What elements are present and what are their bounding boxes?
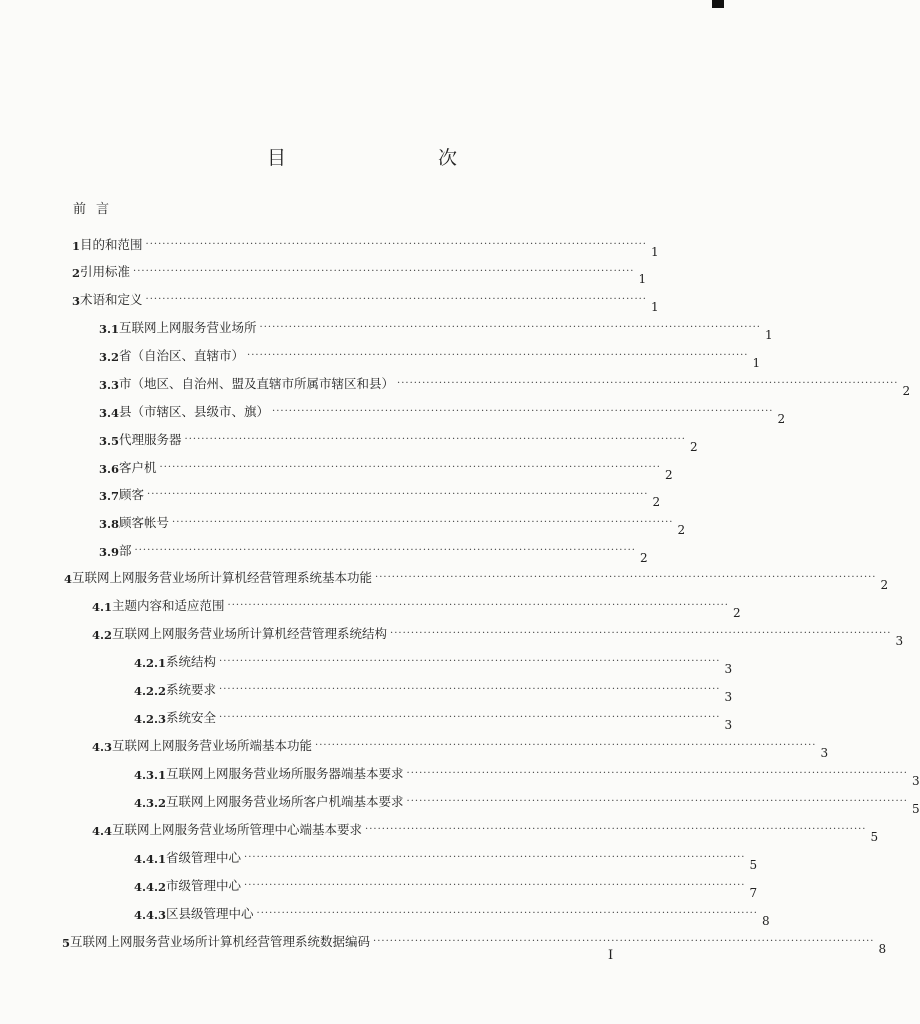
toc-entry-page: 2 (777, 412, 786, 426)
toc-entry (99, 539, 648, 565)
toc-entry-page: 3 (820, 746, 829, 760)
toc-entry-label: 省级管理中心 (166, 850, 242, 865)
toc-entry (92, 622, 904, 648)
toc-entry (92, 734, 829, 760)
toc-entry-number: 4.2 (92, 628, 113, 642)
toc-leader-dots: ························································································································ (227, 600, 729, 611)
toc-entry-label: 顾客 (119, 487, 145, 502)
toc-entry-page: 3 (724, 718, 733, 732)
toc-entry-page: 2 (639, 551, 648, 565)
toc-entry-number: 3.2 (99, 350, 120, 364)
toc-entry-page: 5 (749, 858, 758, 872)
toc-entry-page: 2 (732, 606, 741, 620)
toc-entry-label: 互联网上网服务营业场所 (119, 320, 257, 335)
toc-entry-label: 互联网上网服务营业场所服务器端基本要求 (166, 766, 404, 781)
toc-leader-dots: ························································································································ (219, 684, 721, 695)
toc-leader-dots: ························································································································ (219, 656, 721, 667)
toc-entry (134, 678, 733, 704)
toc-entry (99, 428, 698, 454)
toc-leader-dots: ························································································································ (256, 908, 758, 919)
toc-entry-page: 2 (664, 468, 673, 482)
toc-leader-dots: ························································································································ (145, 294, 647, 305)
toc-entry (99, 400, 786, 426)
toc-entry-number: 4.4.3 (134, 908, 167, 922)
toc-entry-page: 5 (870, 830, 879, 844)
toc-entry-number: 3.5 (99, 434, 120, 448)
toc-entry-page: 7 (749, 886, 758, 900)
toc-entry-page: 1 (638, 272, 647, 286)
toc-entry (64, 566, 889, 592)
toc-entry-page: 5 (911, 802, 920, 816)
page-number: I (608, 948, 614, 963)
toc-entry (62, 930, 887, 956)
toc-entry-number: 1 (72, 239, 81, 253)
toc-entry-page: 2 (652, 495, 661, 509)
toc-entry-number: 4.4.1 (134, 852, 167, 866)
toc-entry-number: 3.3 (99, 378, 120, 392)
toc-entry-page: 2 (902, 384, 911, 398)
toc-entry-page: 2 (689, 440, 698, 454)
toc-entry-page: 3 (911, 774, 920, 788)
toc-entry (134, 762, 920, 788)
toc-entry-number: 4.3 (92, 740, 113, 754)
toc-entry-page: 8 (878, 942, 887, 956)
toc-entry-page: 2 (677, 523, 686, 537)
toc-entry-label: 引用标准 (80, 264, 131, 279)
toc-entry-number: 4 (64, 572, 73, 586)
toc-leader-dots: ························································································································ (365, 824, 867, 835)
toc-entry-label: 省（自治区、直辖市） (119, 348, 245, 363)
toc-entry-number: 3.6 (99, 462, 120, 476)
toc-entry-label: 系统安全 (166, 710, 217, 725)
toc-entry-label: 代理服务器 (119, 432, 182, 447)
toc-leader-dots: ························································································································ (172, 517, 674, 528)
toc-entry-number: 4.2.3 (134, 712, 167, 726)
toc-entry-number: 4.2.1 (134, 656, 167, 670)
toc-entry-label: 系统要求 (166, 682, 217, 697)
toc-leader-dots: ························································································································ (147, 489, 649, 500)
toc-leader-dots: ························································································································ (390, 628, 892, 639)
toc-entry-number: 2 (72, 266, 81, 280)
toc-entry (72, 260, 647, 286)
toc-entry-label: 县（市辖区、县级市、旗） (119, 404, 270, 419)
toc-entry-number: 3.1 (99, 322, 120, 336)
toc-entry-label: 市（地区、自治州、盟及直辖市所属市辖区和县） (119, 376, 395, 391)
toc-entry-label: 系统结构 (166, 654, 217, 669)
toc-entry-label: 顾客帐号 (119, 515, 170, 530)
toc-leader-dots: ························································································································ (375, 572, 877, 583)
toc-leader-dots: ························································································································ (259, 322, 761, 333)
toc-entry-page: 3 (895, 634, 904, 648)
toc-entry-label: 互联网上网服务营业场所管理中心端基本要求 (112, 822, 363, 837)
toc-entry-number: 4.2.2 (134, 684, 167, 698)
toc-entry-number: 3.4 (99, 406, 120, 420)
toc-entry-page: 3 (724, 662, 733, 676)
toc-leader-dots: ························································································································ (244, 852, 746, 863)
toc-entry-label: 互联网上网服务营业场所计算机经营管理系统数据编码 (70, 934, 371, 949)
toc-entry-label: 互联网上网服务营业场所端基本功能 (112, 738, 313, 753)
toc-entry-number: 3.9 (99, 545, 120, 559)
toc-entry (99, 483, 661, 509)
toc-entry-number: 5 (62, 936, 71, 950)
toc-entry-label: 术语和定义 (80, 292, 143, 307)
toc-entry-page: 1 (752, 356, 761, 370)
toc-entry-page: 2 (880, 578, 889, 592)
toc-entry (99, 372, 911, 398)
page-title: 目 次 (266, 147, 495, 169)
toc-entry (134, 650, 733, 676)
toc-leader-dots: ························································································································ (134, 545, 636, 556)
toc-entry-page: 3 (724, 690, 733, 704)
toc-entry-number: 4.4.2 (134, 880, 167, 894)
toc-entry (99, 316, 773, 342)
toc-entry (72, 288, 659, 314)
toc-entry-label: 部 (119, 543, 132, 558)
toc-leader-dots: ························································································································ (159, 462, 661, 473)
toc-leader-dots: ························································································································ (397, 378, 899, 389)
toc-entry-number: 4.3.2 (134, 796, 167, 810)
toc-leader-dots: ························································································································ (145, 239, 647, 250)
scan-edge-mark (712, 0, 724, 8)
toc-entry (134, 902, 770, 928)
toc-entry-label: 互联网上网服务营业场所计算机经营管理系统基本功能 (72, 570, 373, 585)
toc-entry-number: 3.8 (99, 517, 120, 531)
toc-entry-page: 1 (650, 300, 659, 314)
toc-entry-label: 主题内容和适应范围 (112, 598, 225, 613)
toc-entry-number: 3.7 (99, 489, 120, 503)
toc-entry (72, 233, 659, 259)
toc-leader-dots: ························································································································ (272, 406, 774, 417)
toc-leader-dots: ························································································································ (184, 434, 686, 445)
toc-leader-dots: ························································································································ (247, 350, 749, 361)
toc-leader-dots: ························································································································ (406, 796, 908, 807)
toc-entry-page: 1 (650, 245, 659, 259)
toc-entry (92, 594, 741, 620)
toc-entry (134, 846, 758, 872)
toc-leader-dots: ························································································································ (315, 740, 817, 751)
toc-entry (99, 344, 761, 370)
toc-entry-number: 4.3.1 (134, 768, 167, 782)
toc-leader-dots: ························································································································ (373, 936, 875, 947)
toc-entry-number: 4.1 (92, 600, 113, 614)
toc-entry-number: 3 (72, 294, 81, 308)
toc-entry-label: 区县级管理中心 (166, 906, 254, 921)
toc-leader-dots: ························································································································ (406, 768, 908, 779)
toc-entry-label: 互联网上网服务营业场所客户机端基本要求 (166, 794, 404, 809)
toc-entry (134, 790, 920, 816)
toc-entry-page: 8 (761, 914, 770, 928)
toc-entry (92, 818, 879, 844)
toc-entry (134, 874, 758, 900)
toc-entry (99, 511, 686, 537)
toc-entry-label: 客户机 (119, 460, 157, 475)
toc-entry-page: 1 (764, 328, 773, 342)
toc-leader-dots: ························································································································ (219, 712, 721, 723)
toc-entry-number: 4.4 (92, 824, 113, 838)
toc-leader-dots: ························································································································ (244, 880, 746, 891)
toc-entry (134, 706, 733, 732)
toc-entry (99, 456, 673, 482)
toc-entry-label: 互联网上网服务营业场所计算机经营管理系统结构 (112, 626, 388, 641)
toc-leader-dots: ························································································································ (133, 266, 635, 277)
toc-preface: 前言 (73, 202, 120, 217)
toc-entry-label: 目的和范围 (80, 237, 143, 252)
toc-entry-label: 市级管理中心 (166, 878, 242, 893)
